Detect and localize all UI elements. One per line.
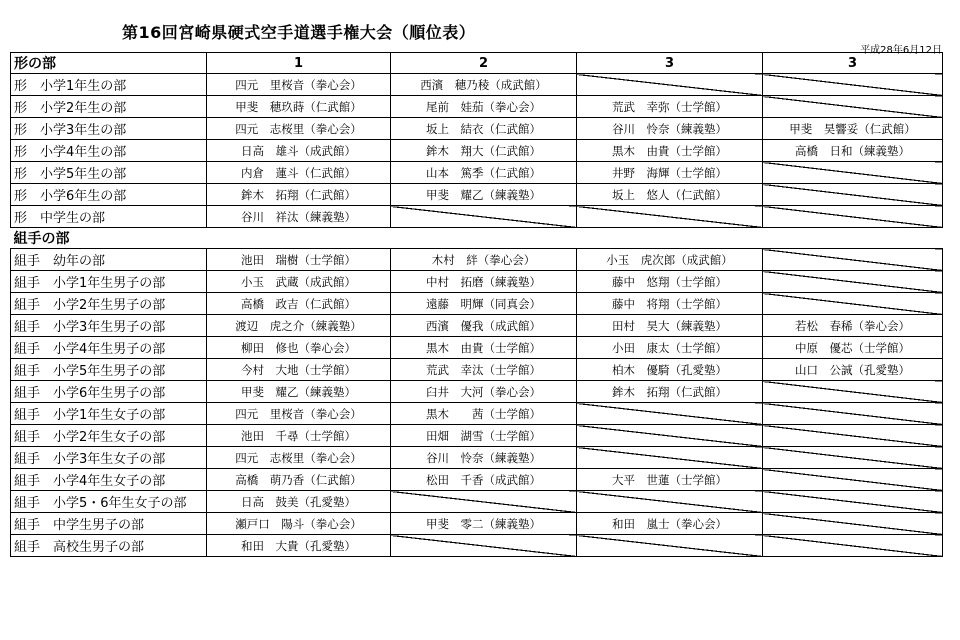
place-3-cell: 小田 康太（士学館） — [577, 337, 763, 359]
place-1-cell: 内倉 蓮斗（仁武館） — [207, 162, 391, 184]
kumite-row — [11, 469, 943, 491]
place-3-cell: 井野 海輝（士学館） — [577, 162, 763, 184]
section-row-kumite — [11, 228, 943, 249]
place-2-cell — [391, 535, 577, 557]
place-3-cell: 藤中 悠翔（士学館） — [577, 271, 763, 293]
place-2-cell: 西濱 優我（成武館） — [391, 315, 577, 337]
event-cell: 形 中学生の部 — [11, 206, 207, 228]
event-cell: 組手 小学3年生女子の部 — [11, 447, 207, 469]
place-2-cell: 黒木 由貴（士学館） — [391, 337, 577, 359]
place-3b-cell: 高橋 日和（練義塾） — [763, 140, 943, 162]
header-rank-3: 3 — [577, 53, 763, 74]
place-2-cell: 谷川 怜奈（練義塾） — [391, 447, 577, 469]
place-3-cell: 鉾木 拓翔（仁武館） — [577, 381, 763, 403]
kumite-row — [11, 359, 943, 381]
place-3-cell — [577, 447, 763, 469]
event-cell: 組手 幼年の部 — [11, 249, 207, 271]
place-3b-cell — [763, 74, 943, 96]
kata-row — [11, 206, 943, 228]
kata-row — [11, 184, 943, 206]
kata-row — [11, 162, 943, 184]
place-3b-cell — [763, 293, 943, 315]
place-1-cell: 池田 瑞樹（士学館） — [207, 249, 391, 271]
place-1-cell: 今村 大地（士学館） — [207, 359, 391, 381]
place-3b-cell — [763, 513, 943, 535]
event-cell: 組手 小学5・6年生女子の部 — [11, 491, 207, 513]
event-cell: 形 小学3年生の部 — [11, 118, 207, 140]
event-cell: 形 小学4年生の部 — [11, 140, 207, 162]
place-2-cell: 田畑 湖雪（士学館） — [391, 425, 577, 447]
place-3b-cell — [763, 491, 943, 513]
kata-row — [11, 118, 943, 140]
place-3-cell: 小玉 虎次郎（成武館） — [577, 249, 763, 271]
place-2-cell: 甲斐 零二（練義塾） — [391, 513, 577, 535]
kumite-row — [11, 425, 943, 447]
place-1-cell: 池田 千尋（士学館） — [207, 425, 391, 447]
place-2-cell — [391, 206, 577, 228]
place-3-cell — [577, 535, 763, 557]
event-cell: 組手 小学1年生男子の部 — [11, 271, 207, 293]
kumite-row — [11, 535, 943, 557]
place-3b-cell — [763, 381, 943, 403]
place-3b-cell: 若松 春稀（拳心会） — [763, 315, 943, 337]
kumite-row — [11, 513, 943, 535]
place-3-cell: 藤中 将翔（士学館） — [577, 293, 763, 315]
place-2-cell: 松田 千香（成武館） — [391, 469, 577, 491]
place-3-cell: 坂上 悠人（仁武館） — [577, 184, 763, 206]
kumite-row — [11, 293, 943, 315]
place-1-cell: 甲斐 穂玖蒔（仁武館） — [207, 96, 391, 118]
event-cell: 組手 小学3年生男子の部 — [11, 315, 207, 337]
place-3b-cell — [763, 403, 943, 425]
place-2-cell — [391, 491, 577, 513]
place-1-cell: 四元 志桜里（拳心会） — [207, 118, 391, 140]
place-1-cell: 和田 大貴（孔愛塾） — [207, 535, 391, 557]
place-3b-cell — [763, 469, 943, 491]
place-3-cell: 田村 昊大（練義塾） — [577, 315, 763, 337]
place-3-cell — [577, 74, 763, 96]
event-cell: 組手 小学6年生男子の部 — [11, 381, 207, 403]
kumite-row — [11, 491, 943, 513]
place-3-cell: 柏木 優騎（孔愛塾） — [577, 359, 763, 381]
place-3b-cell — [763, 184, 943, 206]
kumite-row — [11, 337, 943, 359]
event-cell: 組手 小学4年生女子の部 — [11, 469, 207, 491]
place-2-cell: 臼井 大河（拳心会） — [391, 381, 577, 403]
place-2-cell: 西濱 穂乃稜（成武館） — [391, 74, 577, 96]
section-title-kata: 形の部 — [11, 53, 207, 74]
event-cell: 形 小学5年生の部 — [11, 162, 207, 184]
place-2-cell: 甲斐 耀乙（練義塾） — [391, 184, 577, 206]
place-3-cell: 和田 嵐士（拳心会） — [577, 513, 763, 535]
event-cell: 組手 小学1年生女子の部 — [11, 403, 207, 425]
place-3-cell — [577, 425, 763, 447]
header-rank-2: 2 — [391, 53, 577, 74]
place-1-cell: 瀬戸口 陽斗（拳心会） — [207, 513, 391, 535]
kata-row — [11, 140, 943, 162]
place-2-cell: 荒武 幸汰（士学館） — [391, 359, 577, 381]
place-3-cell — [577, 206, 763, 228]
event-cell: 組手 小学2年生男子の部 — [11, 293, 207, 315]
kata-row — [11, 96, 943, 118]
place-3b-cell — [763, 271, 943, 293]
event-cell: 組手 小学2年生女子の部 — [11, 425, 207, 447]
page-title: 第16回宮崎県硬式空手道選手権大会（順位表） — [122, 23, 476, 42]
place-1-cell: 四元 志桜里（拳心会） — [207, 447, 391, 469]
place-3b-cell: 甲斐 昊響妥（仁武館） — [763, 118, 943, 140]
place-3-cell: 黒木 由貴（士学館） — [577, 140, 763, 162]
place-3-cell — [577, 403, 763, 425]
place-3b-cell — [763, 535, 943, 557]
event-cell: 組手 高校生男子の部 — [11, 535, 207, 557]
place-3-cell: 谷川 怜奈（練義塾） — [577, 118, 763, 140]
place-1-cell: 甲斐 耀乙（練義塾） — [207, 381, 391, 403]
header-rank-1: 1 — [207, 53, 391, 74]
place-1-cell: 日高 雄斗（成武館） — [207, 140, 391, 162]
date-label: 平成28年6月12日 — [860, 45, 942, 56]
kumite-row — [11, 271, 943, 293]
place-3b-cell — [763, 425, 943, 447]
kumite-row — [11, 315, 943, 337]
results-table — [10, 52, 943, 557]
kumite-row — [11, 249, 943, 271]
place-2-cell: 木村 絆（拳心会） — [391, 249, 577, 271]
kumite-row — [11, 447, 943, 469]
place-2-cell: 鉾木 翔大（仁武館） — [391, 140, 577, 162]
place-2-cell: 黒木 茜（士学館） — [391, 403, 577, 425]
place-1-cell: 四元 里桜音（拳心会） — [207, 403, 391, 425]
place-1-cell: 谷川 祥汰（練義塾） — [207, 206, 391, 228]
place-2-cell: 尾前 娃茄（拳心会） — [391, 96, 577, 118]
header-rank-3b: 3 — [763, 53, 943, 74]
place-1-cell: 柳田 修也（拳心会） — [207, 337, 391, 359]
place-1-cell: 渡辺 虎之介（練義塾） — [207, 315, 391, 337]
place-2-cell: 中村 拓磨（練義塾） — [391, 271, 577, 293]
event-cell: 組手 中学生男子の部 — [11, 513, 207, 535]
place-3b-cell — [763, 206, 943, 228]
place-3b-cell: 中原 優芯（士学館） — [763, 337, 943, 359]
place-1-cell: 高橋 萌乃香（仁武館） — [207, 469, 391, 491]
place-3b-cell — [763, 162, 943, 184]
place-3-cell — [577, 491, 763, 513]
place-3-cell: 荒武 幸弥（士学館） — [577, 96, 763, 118]
event-cell: 形 小学1年生の部 — [11, 74, 207, 96]
place-2-cell: 山本 篤季（仁武館） — [391, 162, 577, 184]
kumite-row — [11, 403, 943, 425]
event-cell: 形 小学2年生の部 — [11, 96, 207, 118]
header-row — [11, 53, 943, 74]
place-1-cell: 四元 里桜音（拳心会） — [207, 74, 391, 96]
place-3b-cell — [763, 249, 943, 271]
section-title-kumite: 組手の部 — [11, 228, 943, 249]
place-2-cell: 坂上 結衣（仁武館） — [391, 118, 577, 140]
place-3b-cell — [763, 96, 943, 118]
place-3b-cell: 山口 公誠（孔愛塾） — [763, 359, 943, 381]
kumite-row — [11, 381, 943, 403]
event-cell: 組手 小学5年生男子の部 — [11, 359, 207, 381]
event-cell: 組手 小学4年生男子の部 — [11, 337, 207, 359]
event-cell: 形 小学6年生の部 — [11, 184, 207, 206]
place-1-cell: 日高 鼓美（孔愛塾） — [207, 491, 391, 513]
place-3-cell: 大平 世蓮（士学館） — [577, 469, 763, 491]
place-2-cell: 遠藤 明輝（同真会） — [391, 293, 577, 315]
place-1-cell: 鉾木 拓翔（仁武館） — [207, 184, 391, 206]
place-3b-cell — [763, 447, 943, 469]
place-1-cell: 小玉 武蔵（成武館） — [207, 271, 391, 293]
kata-row — [11, 74, 943, 96]
place-1-cell: 高橋 政吉（仁武館） — [207, 293, 391, 315]
